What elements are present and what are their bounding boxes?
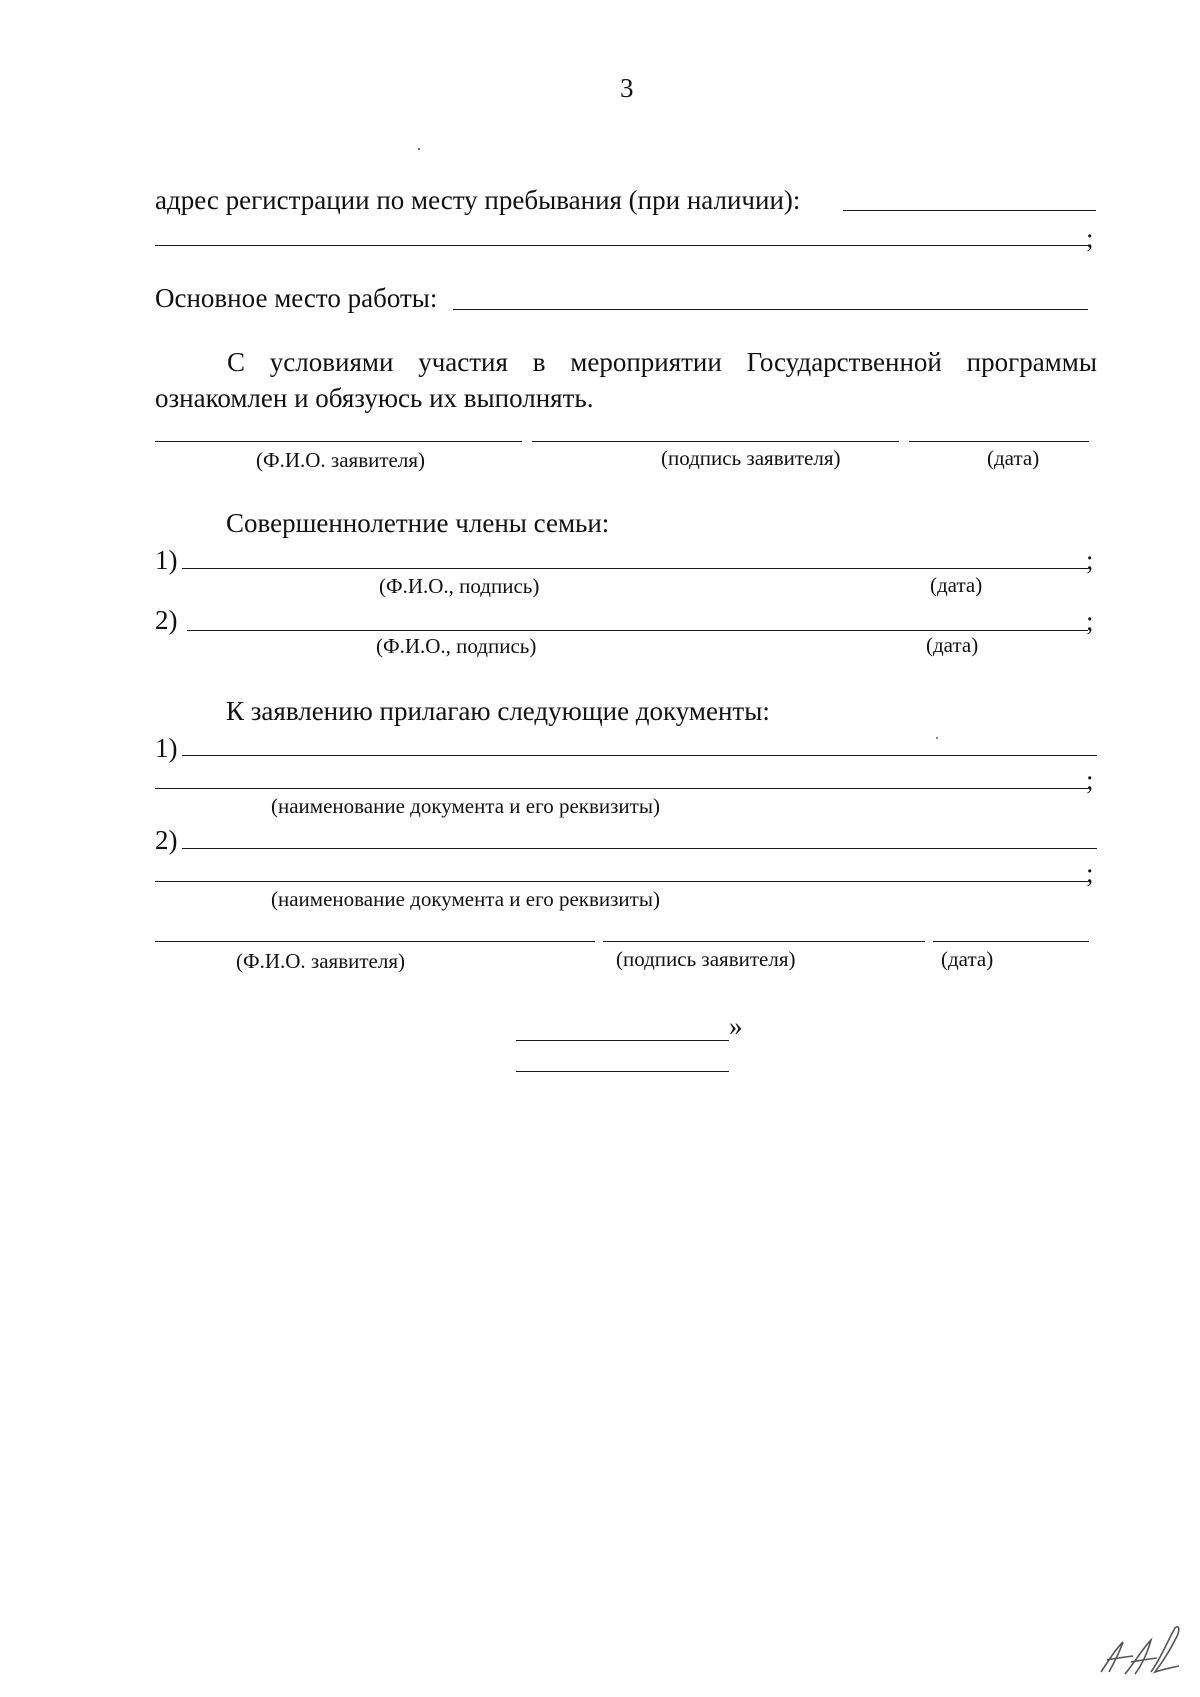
document-end-mark-1: ; (1086, 765, 1094, 795)
applicant-signature-caption-2: (подпись заявителя) (616, 947, 796, 971)
applicant-fio-line-2[interactable] (155, 941, 595, 942)
applicant-date-caption-1: (дата) (987, 446, 1040, 470)
scan-speck (418, 148, 420, 150)
applicant-fio-line-1[interactable] (155, 441, 522, 442)
family-heading: Совершеннолетние члены семьи: (226, 508, 610, 538)
document-caption-2: (наименование документа и его реквизиты) (271, 887, 660, 911)
document-line-2a[interactable] (182, 848, 1097, 849)
agreement-paragraph: С условиями участия в мероприятии Государственной программы ознакомлен и обязуюсь их выполнять. (155, 347, 1097, 413)
applicant-date-line-2[interactable] (933, 941, 1089, 942)
work-label: Основное место работы: (155, 283, 438, 313)
closing-quote: » (729, 1011, 743, 1041)
registration-end-mark: ; (1086, 223, 1094, 253)
family-item-end-mark-2: ; (1086, 606, 1094, 636)
document-item-number-1: 1) (155, 733, 178, 763)
registration-field-line-2[interactable] (155, 245, 1088, 246)
document-item-number-2: 2) (155, 825, 178, 855)
applicant-signature-line-2[interactable] (603, 941, 925, 942)
family-item-end-mark-1: ; (1086, 545, 1094, 575)
family-member-caption-1: (Ф.И.О., подпись) (379, 574, 540, 598)
applicant-date-line-1[interactable] (909, 441, 1089, 442)
page-number: 3 (620, 73, 634, 103)
applicant-fio-caption-1: (Ф.И.О. заявителя) (256, 448, 425, 472)
applicant-date-caption-2: (дата) (941, 947, 994, 971)
applicant-signature-line-1[interactable] (532, 441, 899, 442)
document-caption-1: (наименование документа и его реквизиты) (271, 794, 660, 818)
registration-label: адрес регистрации по месту пребывания (при наличии): (155, 185, 801, 215)
family-item-number-2: 2) (155, 605, 178, 635)
document-end-mark-2: ; (1086, 858, 1094, 888)
document-line-2b[interactable] (155, 881, 1088, 882)
family-member-line-1[interactable] (182, 568, 1088, 569)
document-line-1b[interactable] (155, 788, 1088, 789)
document-line-1a[interactable] (182, 755, 1097, 756)
applicant-fio-caption-2: (Ф.И.О. заявителя) (236, 949, 405, 973)
family-member-date-caption-1: (дата) (930, 573, 983, 597)
handwritten-initials (1095, 1620, 1185, 1680)
family-member-line-2[interactable] (187, 630, 1088, 631)
family-member-date-caption-2: (дата) (926, 633, 979, 657)
applicant-signature-caption-1: (подпись заявителя) (661, 446, 841, 470)
scan-speck (936, 737, 938, 739)
family-member-caption-2: (Ф.И.О., подпись) (376, 634, 537, 658)
closing-line-1[interactable] (516, 1040, 729, 1041)
family-item-number-1: 1) (155, 545, 178, 575)
documents-heading: К заявлению прилагаю следующие документы: (226, 696, 770, 726)
closing-line-2[interactable] (516, 1071, 729, 1072)
registration-field-line-1[interactable] (843, 210, 1096, 211)
work-field-line[interactable] (453, 309, 1088, 310)
